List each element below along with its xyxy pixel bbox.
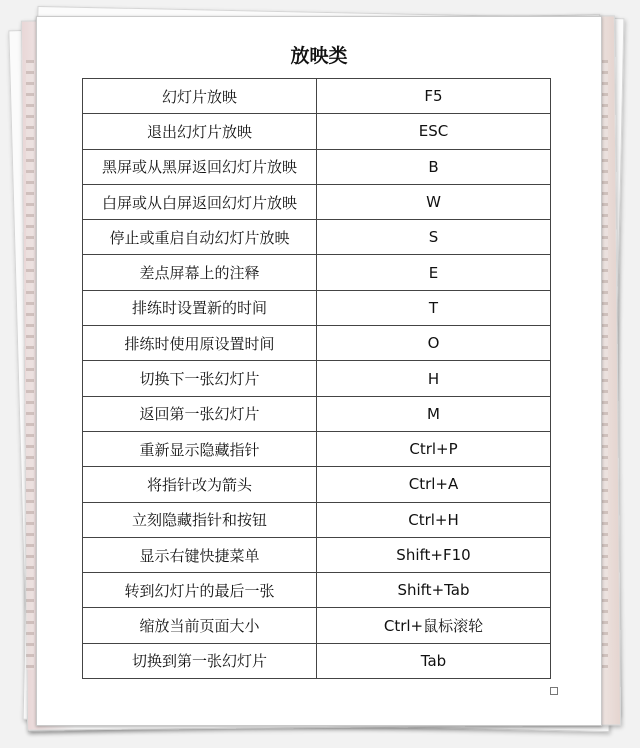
table-row [83,79,551,114]
action-cell: 转到幻灯片的最后一张 [83,573,317,608]
shortcut-key-cell: B [317,149,551,184]
action-cell: 黑屏或从黑屏返回幻灯片放映 [83,149,317,184]
table-row [83,431,551,466]
table-row [83,114,551,149]
shortcut-key-cell: Tab [317,643,551,678]
shortcut-key-cell: E [317,255,551,290]
action-cell: 退出幻灯片放映 [83,114,317,149]
shortcut-key-cell: O [317,326,551,361]
shortcut-key-cell: Ctrl+鼠标滚轮 [317,608,551,643]
table-row [83,184,551,219]
table-row [83,149,551,184]
shortcut-key-cell: F5 [317,79,551,114]
shortcut-key-cell: Ctrl+A [317,467,551,502]
action-cell: 停止或重启自动幻灯片放映 [83,220,317,255]
shortcut-table [82,78,551,679]
action-cell: 排练时使用原设置时间 [83,326,317,361]
table-row [83,502,551,537]
shortcut-key-cell: Shift+Tab [317,573,551,608]
action-cell: 重新显示隐藏指针 [83,431,317,466]
shortcut-key-cell: M [317,396,551,431]
action-cell: 将指针改为箭头 [83,467,317,502]
action-cell: 切换下一张幻灯片 [83,361,317,396]
table-row [83,361,551,396]
page-title: 放映类 [290,45,348,67]
shortcut-key-cell: Shift+F10 [317,537,551,572]
shortcut-key-cell: S [317,220,551,255]
action-cell: 缩放当前页面大小 [83,608,317,643]
action-cell: 显示右键快捷菜单 [83,537,317,572]
action-cell: 切换到第一张幻灯片 [83,643,317,678]
shortcut-key-cell: T [317,290,551,325]
action-cell: 排练时设置新的时间 [83,290,317,325]
shortcut-key-cell: ESC [317,114,551,149]
shortcut-key-cell: W [317,184,551,219]
action-cell: 返回第一张幻灯片 [83,396,317,431]
resize-handle[interactable] [550,687,558,695]
action-cell: 差点屏幕上的注释 [83,255,317,290]
shortcut-key-cell: Ctrl+H [317,502,551,537]
shortcut-key-cell: H [317,361,551,396]
table-row [83,643,551,678]
table-row [83,396,551,431]
table-row [83,255,551,290]
table-row [83,290,551,325]
table-row [83,573,551,608]
shortcut-key-cell: Ctrl+P [317,431,551,466]
document-sheet [36,16,602,726]
table-row [83,326,551,361]
action-cell: 立刻隐藏指针和按钮 [83,502,317,537]
paper-edge-decoration [26,60,34,670]
action-cell: 幻灯片放映 [83,79,317,114]
action-cell: 白屏或从白屏返回幻灯片放映 [83,184,317,219]
table-row [83,220,551,255]
table-row [83,608,551,643]
table-row [83,537,551,572]
table-row [83,467,551,502]
